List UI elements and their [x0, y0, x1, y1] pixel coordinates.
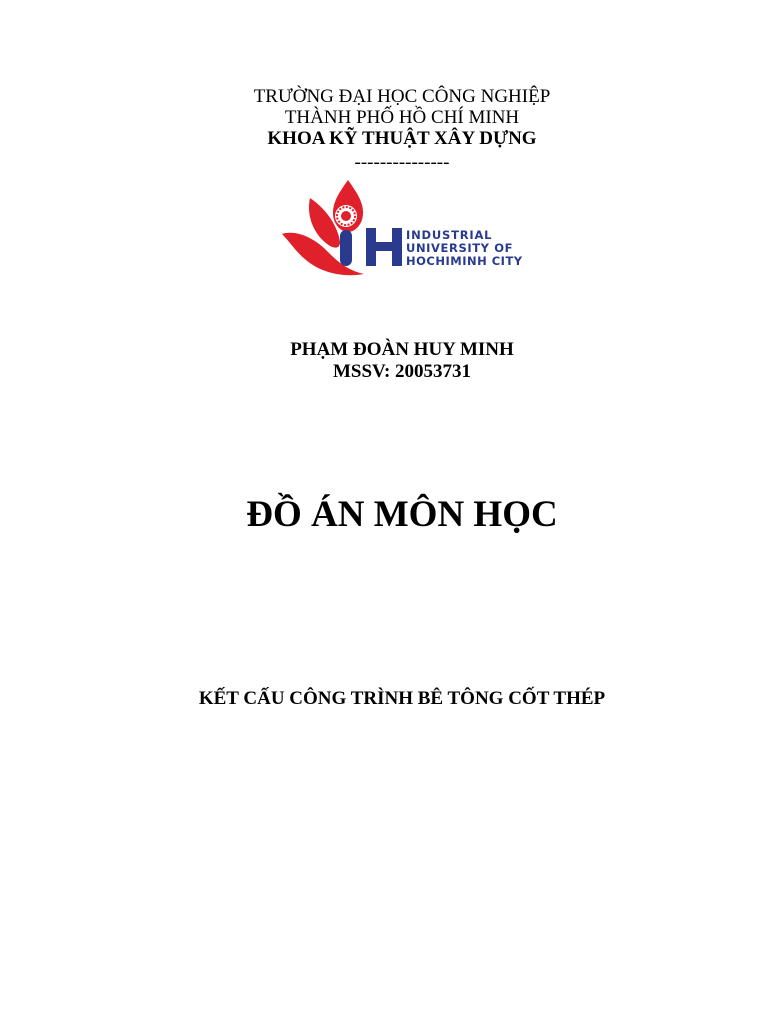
student-name: PHẠM ĐOÀN HUY MINH — [290, 339, 514, 360]
separator-line: --------------- — [354, 152, 450, 173]
logo-text-line2: UNIVERSITY OF — [406, 241, 514, 255]
logo-text-line1: INDUSTRIAL — [406, 228, 493, 242]
letter-h-icon — [366, 228, 402, 266]
iuh-logo-icon — [280, 176, 528, 280]
logo-text-line3: HOCHIMINH CITY — [406, 254, 523, 268]
faculty-name: KHOA KỸ THUẬT XÂY DỰNG — [267, 128, 537, 149]
project-title: ĐỒ ÁN MÔN HỌC — [246, 494, 558, 535]
subject-title: KẾT CẤU CÔNG TRÌNH BÊ TÔNG CỐT THÉP — [198, 688, 606, 709]
university-name-line2: THÀNH PHỐ HỒ CHÍ MINH — [284, 107, 520, 128]
university-name-line1: TRƯỜNG ĐẠI HỌC CÔNG NGHIỆP — [253, 86, 551, 107]
letter-i-icon — [340, 230, 352, 266]
student-id: MSSV: 20053731 — [332, 361, 472, 382]
